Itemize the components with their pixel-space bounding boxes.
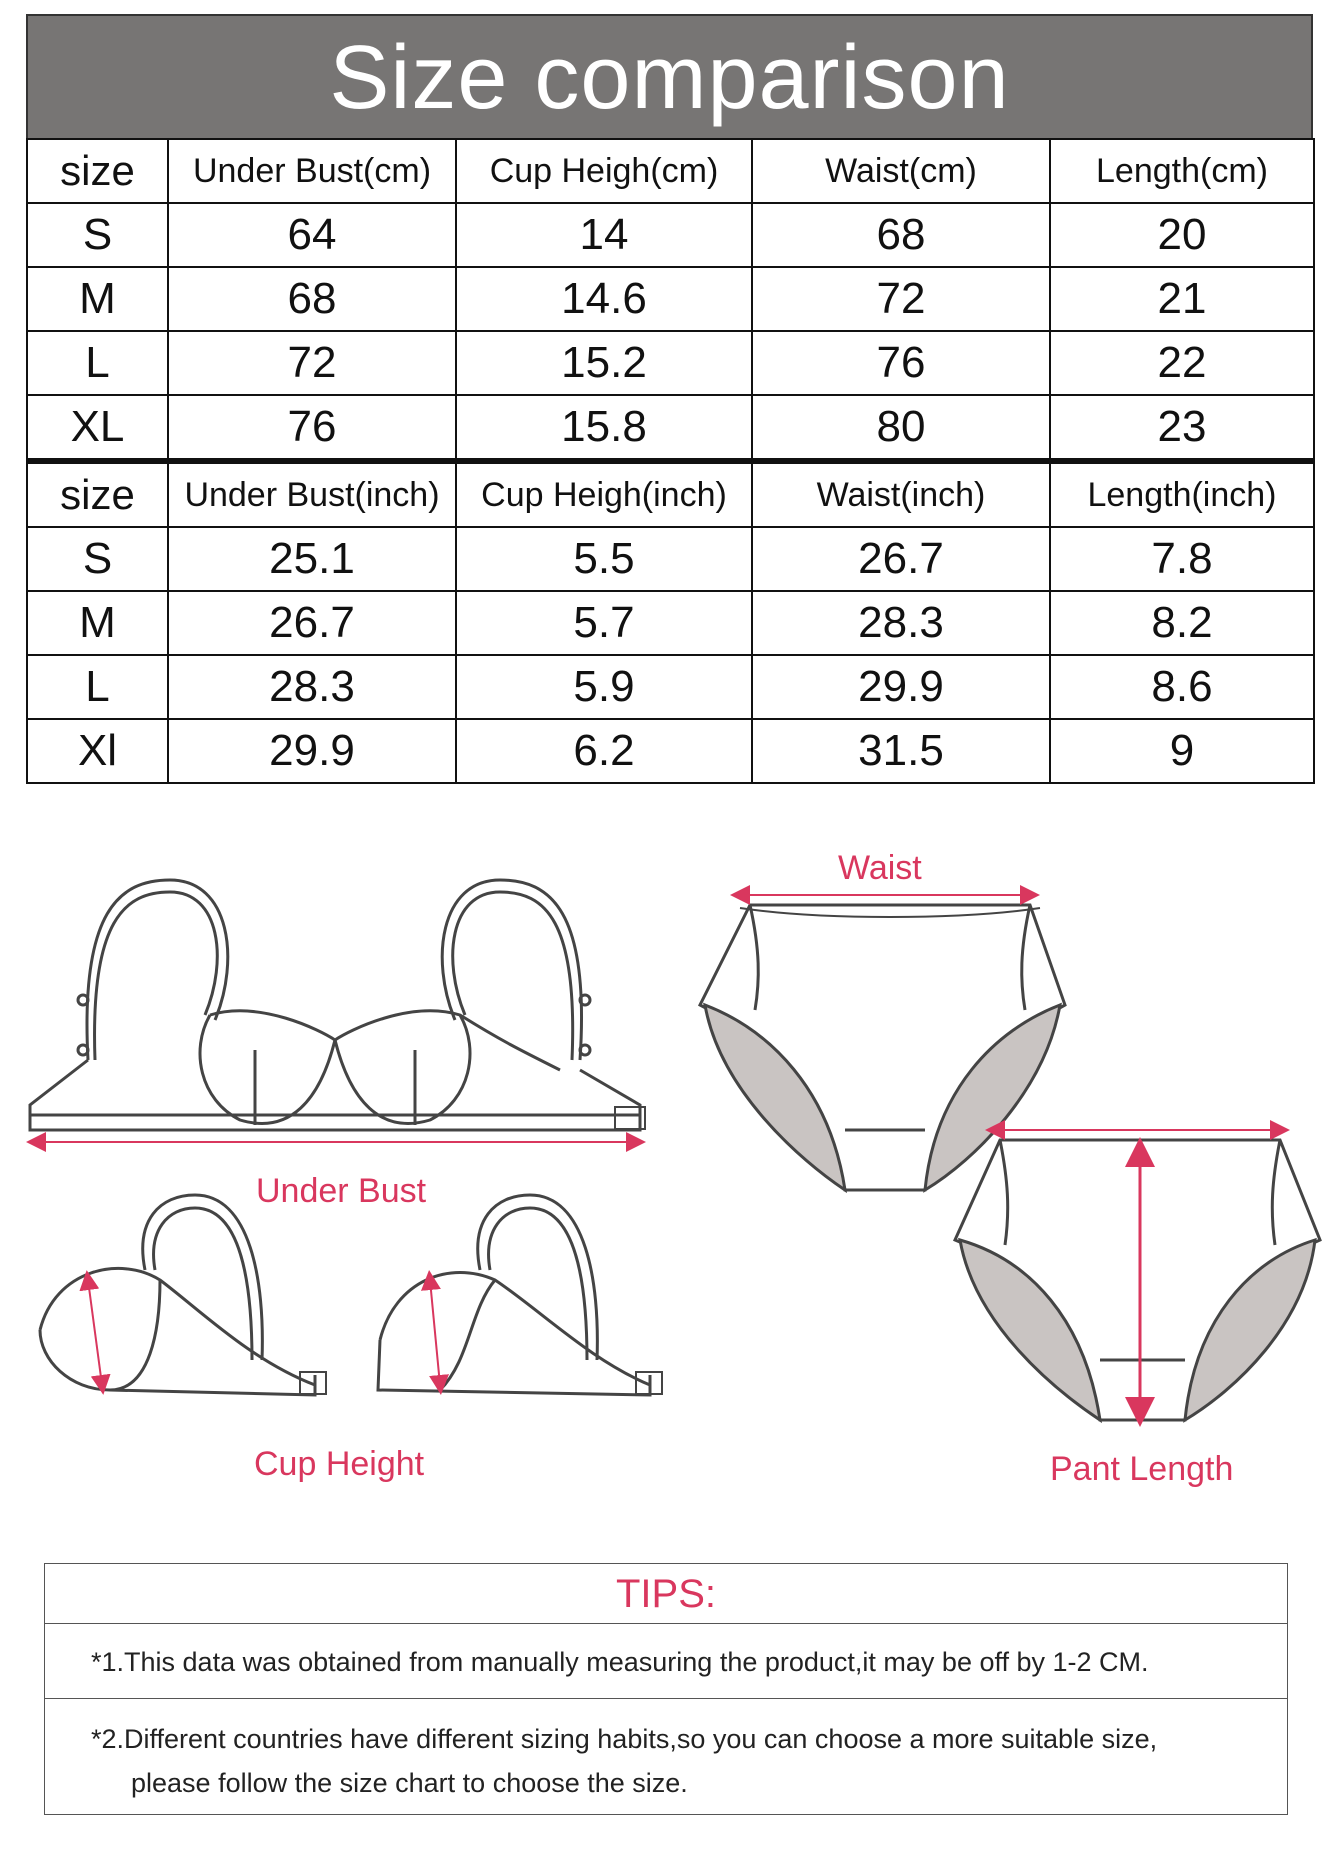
table-cell: M	[27, 267, 168, 331]
table-cell: 72	[168, 331, 456, 395]
table-row	[27, 267, 1314, 331]
table-cell: 29.9	[752, 655, 1050, 719]
table-cell: 29.9	[168, 719, 456, 783]
table-cell: 72	[752, 267, 1050, 331]
cup-height-measure-line-2	[430, 1280, 440, 1385]
table-cell: S	[27, 203, 168, 267]
page-title: Size comparison	[26, 14, 1313, 138]
header-cell: Under Bust(cm)	[168, 139, 456, 203]
header-cell: Waist(inch)	[752, 461, 1050, 527]
table-cell: 68	[752, 203, 1050, 267]
table-cell: L	[27, 331, 168, 395]
table-cell: 14	[456, 203, 752, 267]
table-cell: 8.2	[1050, 591, 1314, 655]
tips-title: TIPS:	[44, 1563, 1288, 1623]
size-chart	[26, 14, 1313, 784]
table-cell: 76	[752, 331, 1050, 395]
table-cell: L	[27, 655, 168, 719]
table-cell: 6.2	[456, 719, 752, 783]
table-cell: 68	[168, 267, 456, 331]
table-header-inch	[27, 461, 1314, 527]
table-row	[27, 655, 1314, 719]
table-row	[27, 395, 1314, 461]
table-cell: XL	[27, 395, 168, 461]
header-cell: Length(cm)	[1050, 139, 1314, 203]
table-cell: 28.3	[752, 591, 1050, 655]
table-cell: 14.6	[456, 267, 752, 331]
tip-2-line-2: please follow the size chart to choose the size.	[131, 1768, 688, 1798]
table-cell: 21	[1050, 267, 1314, 331]
measurement-diagrams	[0, 800, 1340, 1520]
table-cell: M	[27, 591, 168, 655]
size-table	[26, 138, 1315, 784]
header-cell: Waist(cm)	[752, 139, 1050, 203]
table-row	[27, 527, 1314, 591]
table-cell: 7.8	[1050, 527, 1314, 591]
header-cell: Length(inch)	[1050, 461, 1314, 527]
table-row	[27, 331, 1314, 395]
table-cell: 15.8	[456, 395, 752, 461]
table-cell: 15.2	[456, 331, 752, 395]
table-cell: 28.3	[168, 655, 456, 719]
table-row	[27, 719, 1314, 783]
table-cell: 25.1	[168, 527, 456, 591]
table-row	[27, 203, 1314, 267]
table-cell: 80	[752, 395, 1050, 461]
table-cell: 23	[1050, 395, 1314, 461]
table-cell: 31.5	[752, 719, 1050, 783]
table-cell: 76	[168, 395, 456, 461]
header-cell: size	[27, 461, 168, 527]
cup-height-measure-line-1	[88, 1280, 102, 1385]
table-cell: 9	[1050, 719, 1314, 783]
tips-section	[44, 1563, 1288, 1815]
table-cell: 20	[1050, 203, 1314, 267]
table-header-cm	[27, 139, 1314, 203]
header-cell: Cup Heigh(inch)	[456, 461, 752, 527]
table-cell: 8.6	[1050, 655, 1314, 719]
bra-side-illustration	[40, 1195, 326, 1395]
table-cell: 5.5	[456, 527, 752, 591]
bra-front-illustration	[30, 880, 645, 1130]
table-cell: 26.7	[752, 527, 1050, 591]
under-bust-label: Under Bust	[256, 1172, 427, 1210]
tip-item-1: *1.This data was obtained from manually measuring the product,it may be off by 1-2 CM.	[44, 1623, 1288, 1699]
waist-label: Waist	[838, 849, 922, 887]
header-cell: size	[27, 139, 168, 203]
table-cell: Xl	[27, 719, 168, 783]
table-row	[27, 591, 1314, 655]
measurement-illustrations	[0, 800, 1340, 1520]
table-cell: 26.7	[168, 591, 456, 655]
panty-length-illustration	[955, 1140, 1320, 1420]
bra-side-illustration-2	[378, 1195, 662, 1395]
cup-height-label: Cup Height	[254, 1445, 425, 1483]
tip-item-2	[44, 1699, 1288, 1815]
header-cell: Under Bust(inch)	[168, 461, 456, 527]
header-cell: Cup Heigh(cm)	[456, 139, 752, 203]
table-cell: S	[27, 527, 168, 591]
table-cell: 5.7	[456, 591, 752, 655]
pant-length-label: Pant Length	[1050, 1450, 1234, 1488]
tip-2-line-1: *2.Different countries have different sizing habits,so you can choose a more suitable size,	[91, 1724, 1158, 1754]
table-cell: 64	[168, 203, 456, 267]
table-cell: 5.9	[456, 655, 752, 719]
table-cell: 22	[1050, 331, 1314, 395]
